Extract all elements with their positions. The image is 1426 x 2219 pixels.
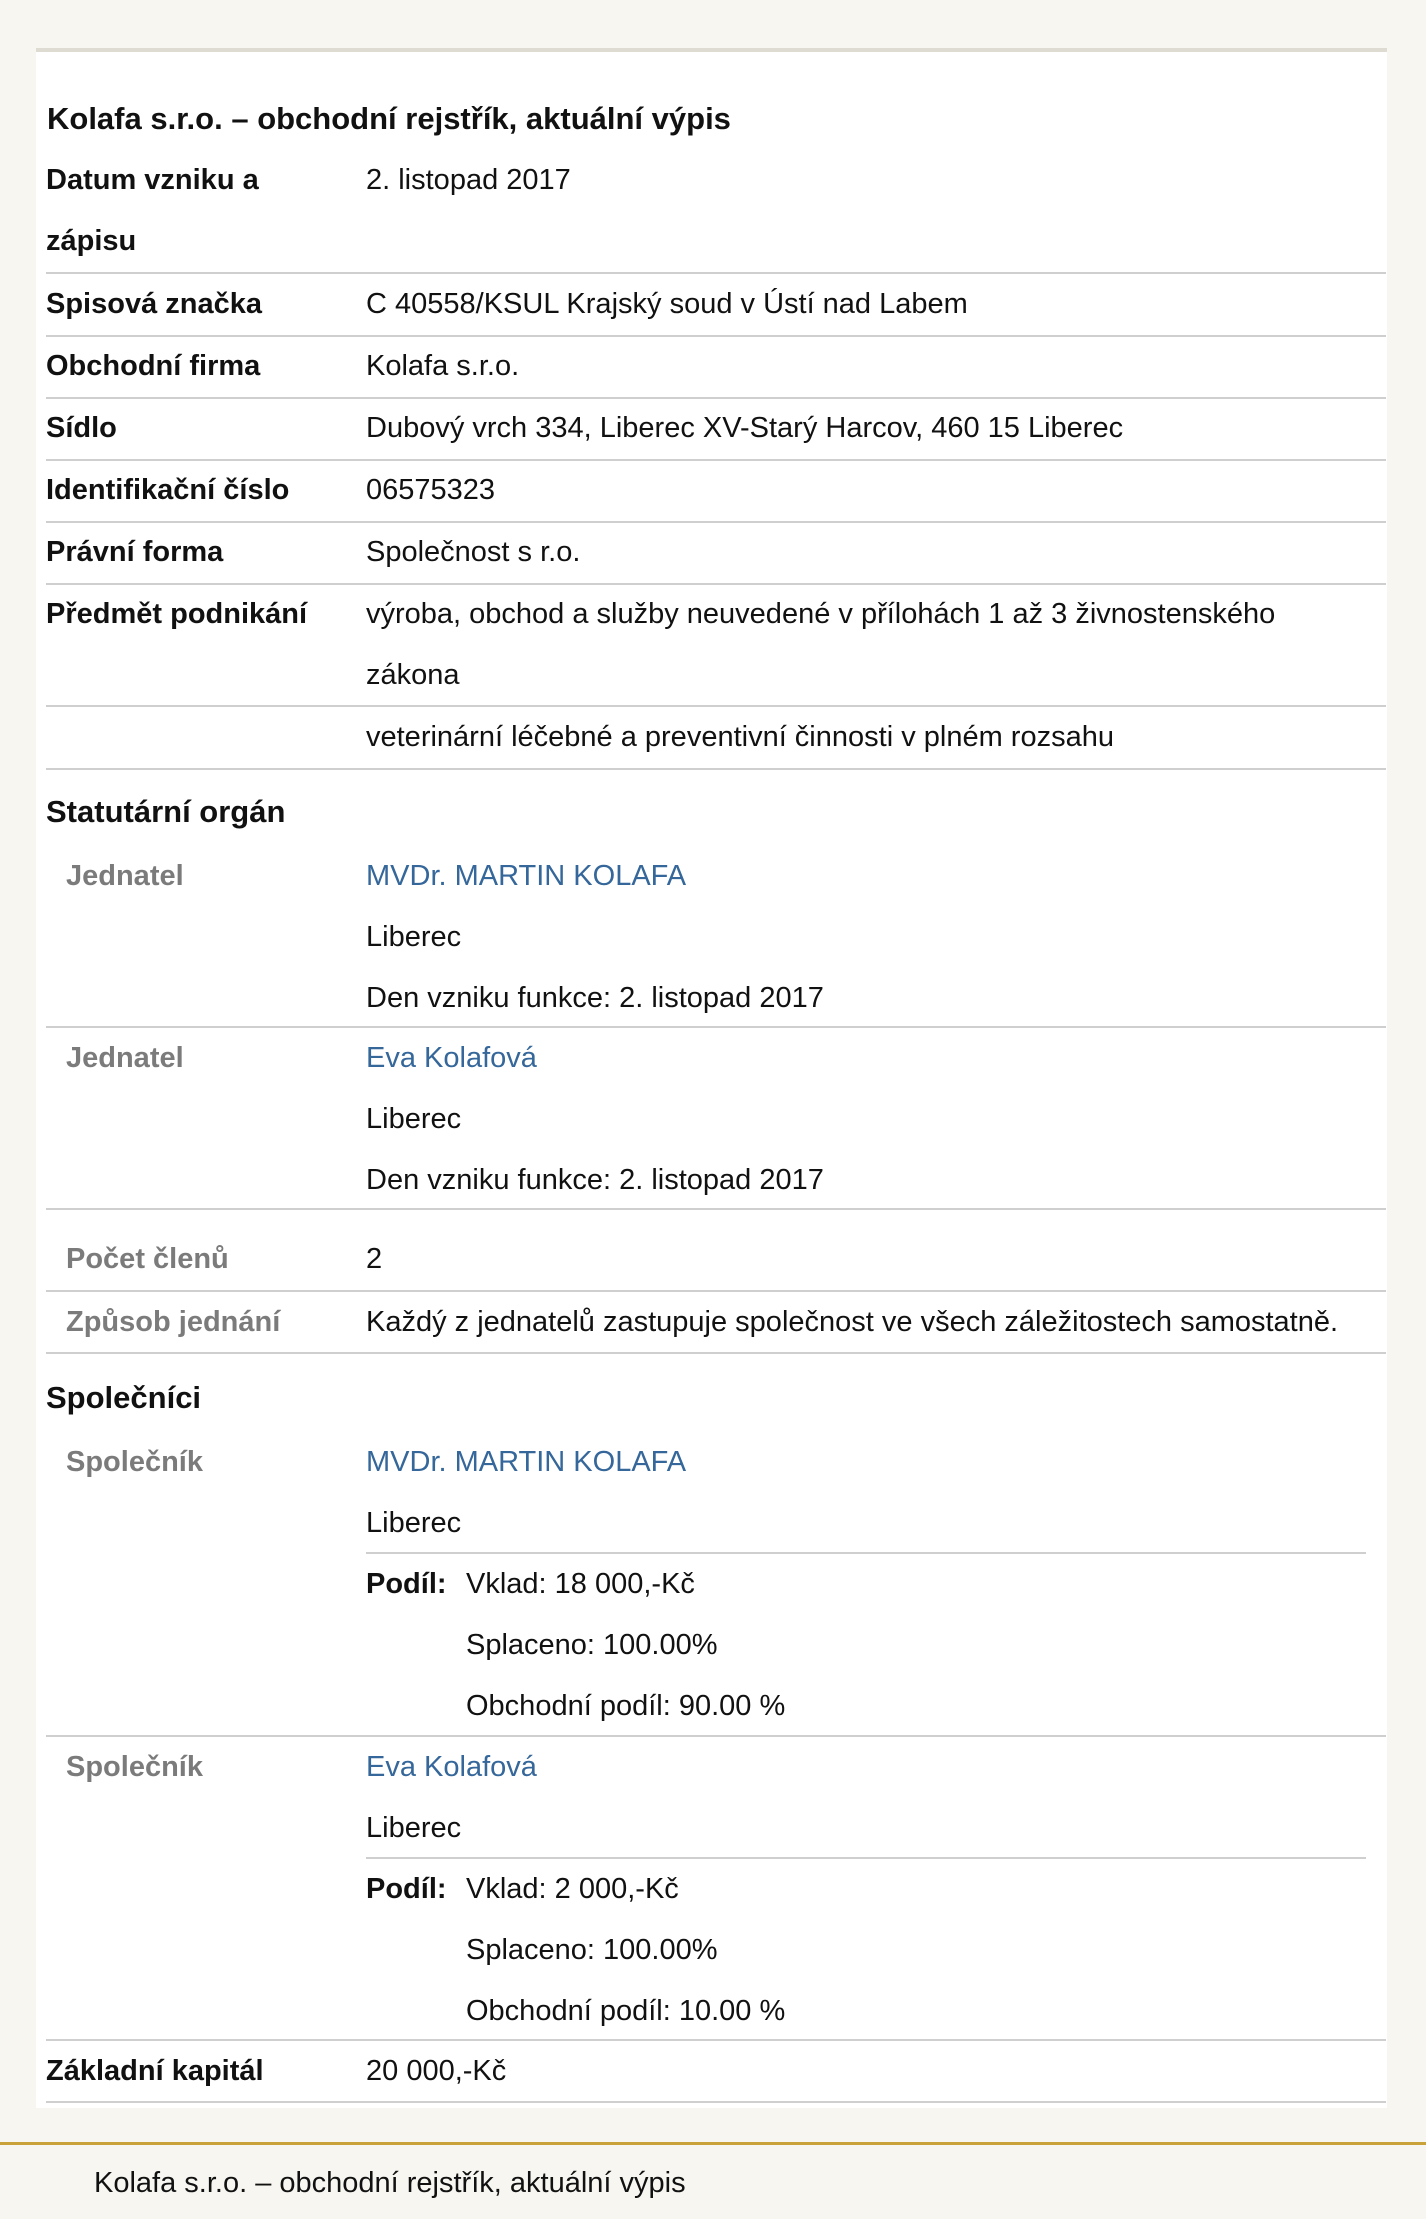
- partner-details: [366, 1432, 1376, 1554]
- statutory-member: [46, 1028, 1386, 1210]
- row-acting: [46, 1292, 1386, 1354]
- member-city: Liberec: [366, 921, 462, 953]
- share-percentage: Obchodní podíl: 90.00 %: [466, 1690, 786, 1722]
- row-business-subject-2: [46, 707, 1386, 770]
- section-partners: Společníci: [46, 1380, 202, 1415]
- share-label: Podíl:: [366, 1568, 447, 1600]
- partner-city: Liberec: [366, 1812, 462, 1844]
- footer: [0, 2142, 1426, 2219]
- partner-role: Společník: [66, 1751, 203, 1783]
- partner-details: [366, 1737, 1376, 1859]
- value-legal-form: Společnost s r.o.: [366, 536, 581, 568]
- value-acting: Každý z jednatelů zastupuje společnost ve všech záležitostech samostatně.: [366, 1306, 1339, 1338]
- label-acting: Způsob jednání: [66, 1306, 281, 1338]
- partner-share: [366, 1857, 1366, 2040]
- value-company-name: Kolafa s.r.o.: [366, 350, 520, 382]
- label-date: Datum vzniku a zápisu: [46, 164, 259, 257]
- row-id-number: [46, 460, 1386, 523]
- partner-name-link[interactable]: MVDr. MARTIN KOLAFA: [366, 1446, 687, 1478]
- value-business-subject-2: veterinární léčebné a preventivní činnosti v plném rozsahu: [366, 721, 1114, 753]
- row-legal-form: [46, 522, 1386, 585]
- member-role: Jednatel: [66, 860, 184, 892]
- share-paid: Splaceno: 100.00%: [466, 1629, 718, 1661]
- value-file-number: C 40558/KSUL Krajský soud v Ústí nad Labem: [366, 288, 968, 320]
- label-business-subject: Předmět podnikání: [46, 598, 308, 630]
- row-date: [46, 150, 1386, 274]
- statutory-member: [46, 846, 1386, 1028]
- value-business-subject: výroba, obchod a služby neuvedené v přílohách 1 až 3 živnostenského zákona: [366, 598, 1276, 691]
- row-business-subject: [46, 584, 1386, 707]
- label-member-count: Počet členů: [66, 1243, 229, 1275]
- member-since: Den vzniku funkce: 2. listopad 2017: [366, 1164, 824, 1196]
- member-details: [366, 846, 1376, 1029]
- row-company-name: [46, 336, 1386, 399]
- partner: [46, 1432, 1386, 1737]
- label-seat: Sídlo: [46, 412, 117, 444]
- share-values: [466, 1859, 785, 2042]
- share-values: [466, 1554, 785, 1737]
- section-statutory: Statutární orgán: [46, 794, 286, 829]
- value-date: 2. listopad 2017: [366, 164, 571, 196]
- label-capital: Základní kapitál: [46, 2055, 264, 2087]
- row-capital: [46, 2041, 1386, 2103]
- value-capital: 20 000,-Kč: [366, 2055, 507, 2087]
- partner-name-link[interactable]: Eva Kolafová: [366, 1751, 537, 1783]
- partner-role: Společník: [66, 1446, 203, 1478]
- value-id-number: 06575323: [366, 474, 496, 506]
- share-label: Podíl:: [366, 1873, 447, 1905]
- share-deposit: Vklad: 2 000,-Kč: [466, 1873, 679, 1905]
- value-seat: Dubový vrch 334, Liberec XV-Starý Harcov, 460 15 Liberec: [366, 412, 1124, 444]
- member-name-link[interactable]: MVDr. MARTIN KOLAFA: [366, 860, 687, 892]
- label-company-name: Obchodní firma: [46, 350, 261, 382]
- label-file-number: Spisová značka: [46, 288, 262, 320]
- share-percentage: Obchodní podíl: 10.00 %: [466, 1995, 786, 2027]
- label-legal-form: Právní forma: [46, 536, 224, 568]
- value-member-count: 2: [366, 1243, 383, 1275]
- partner-share: [366, 1552, 1366, 1736]
- row-member-count: [46, 1230, 1386, 1292]
- partner-city: Liberec: [366, 1507, 462, 1539]
- footer-text: Kolafa s.r.o. – obchodní rejstřík, aktuální výpis: [94, 2167, 686, 2199]
- row-seat: [46, 398, 1386, 461]
- member-details: [366, 1028, 1376, 1211]
- row-file-number: [46, 274, 1386, 337]
- member-name-link[interactable]: Eva Kolafová: [366, 1042, 537, 1074]
- share-deposit: Vklad: 18 000,-Kč: [466, 1568, 695, 1600]
- page-title: Kolafa s.r.o. – obchodní rejstřík, aktuální výpis: [47, 101, 731, 136]
- partner: [46, 1737, 1386, 2041]
- label-id-number: Identifikační číslo: [46, 474, 290, 506]
- member-role: Jednatel: [66, 1042, 184, 1074]
- share-paid: Splaceno: 100.00%: [466, 1934, 718, 1966]
- member-city: Liberec: [366, 1103, 462, 1135]
- member-since: Den vzniku funkce: 2. listopad 2017: [366, 982, 824, 1014]
